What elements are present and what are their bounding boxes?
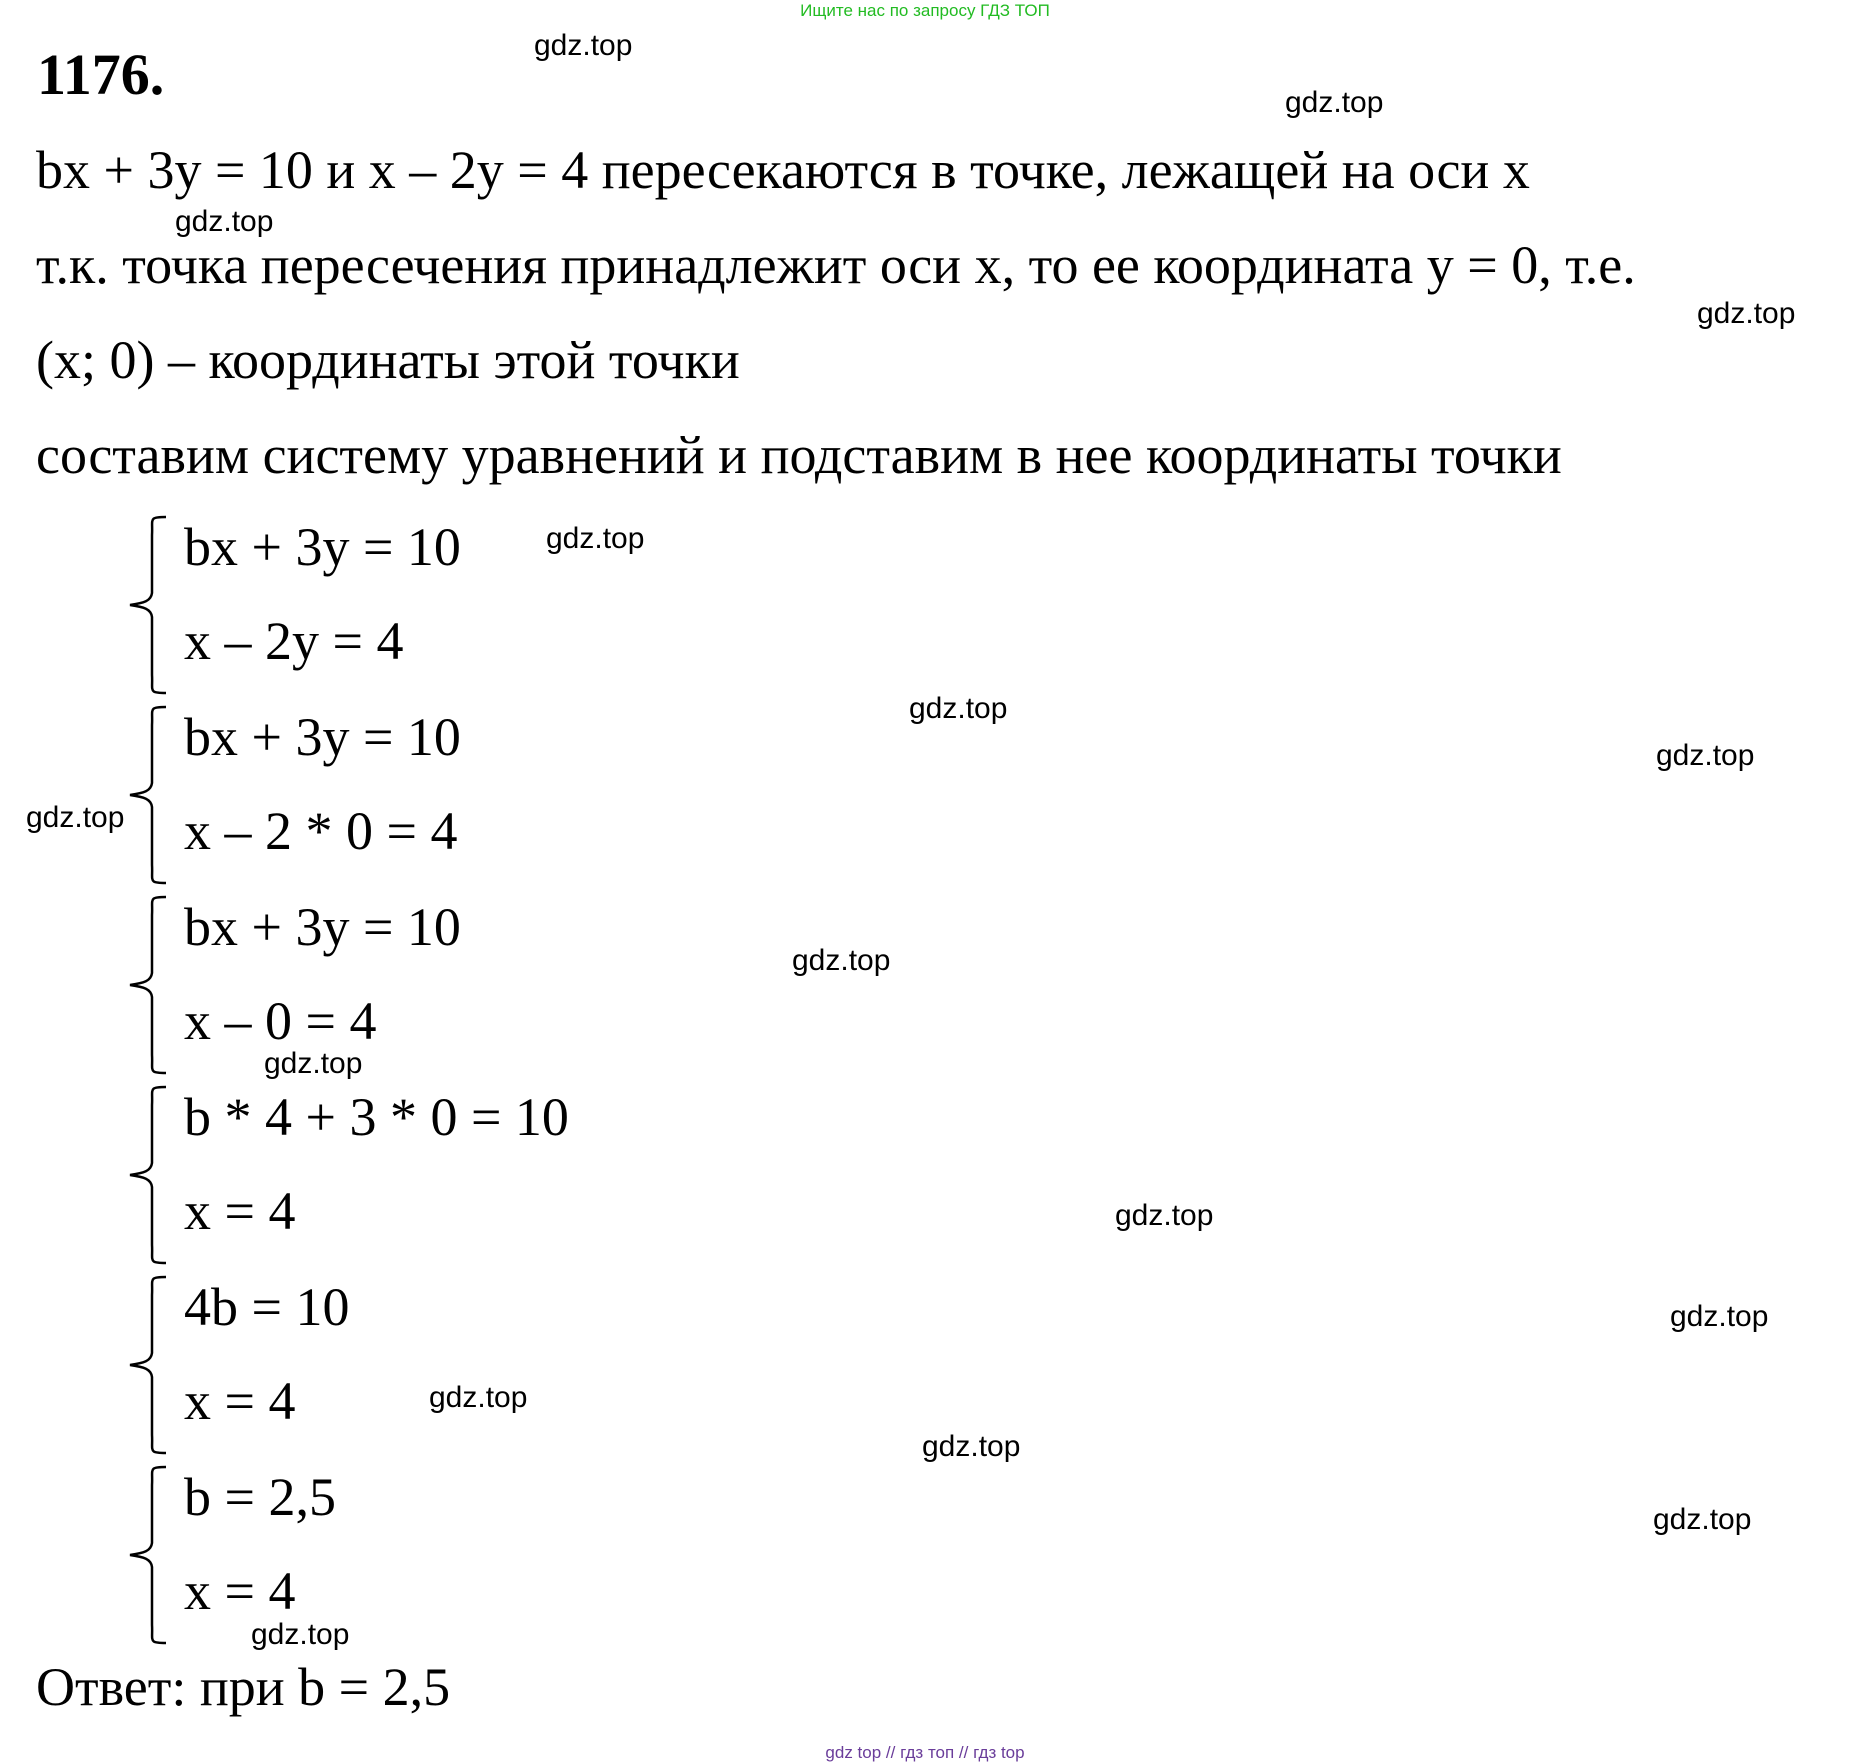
equation: x – 2 * 0 = 4: [184, 801, 458, 861]
watermark: gdz.top: [922, 1430, 1021, 1463]
equation: 4b = 10: [184, 1277, 350, 1337]
equation: bx + 3y = 10: [184, 517, 461, 577]
watermark: gdz.top: [1653, 1503, 1752, 1536]
brace-icon: [128, 1465, 168, 1645]
watermark: gdz.top: [909, 692, 1008, 725]
top-banner: Ищите нас по запросу ГДЗ ТОП: [800, 1, 1050, 20]
brace-icon: [128, 1085, 168, 1265]
brace-icon: [128, 515, 168, 695]
explanation-line: (x; 0) – координаты этой точки: [36, 330, 740, 390]
watermark: gdz.top: [264, 1047, 363, 1080]
equation: x = 4: [184, 1371, 296, 1431]
watermark: gdz.top: [1285, 86, 1384, 119]
equation: x – 0 = 4: [184, 991, 377, 1051]
equation: x = 4: [184, 1181, 296, 1241]
equation-system: [128, 705, 828, 885]
brace-icon: [128, 895, 168, 1075]
answer-line: Ответ: при b = 2,5: [36, 1657, 451, 1717]
explanation-line: т.к. точка пересечения принадлежит оси x, то ее координата y = 0, т.е.: [36, 235, 1636, 295]
equation-system: [128, 1275, 828, 1455]
brace-icon: [128, 1275, 168, 1455]
watermark: gdz.top: [1697, 297, 1796, 330]
watermark: gdz.top: [534, 29, 633, 62]
footer-watermark: gdz top // гдз топ // гдз top: [825, 1743, 1025, 1762]
equation-system: [128, 895, 828, 1075]
watermark: gdz.top: [175, 205, 274, 238]
watermark: gdz.top: [26, 801, 125, 834]
watermark: gdz.top: [546, 522, 645, 555]
watermark: gdz.top: [1670, 1300, 1769, 1333]
equation: bx + 3y = 10: [184, 707, 461, 767]
equation-system: [128, 1465, 828, 1645]
statement-line: bx + 3y = 10 и x – 2y = 4 пересекаются в точке, лежащей на оси x: [36, 140, 1530, 200]
brace-icon: [128, 705, 168, 885]
explanation-line: составим систему уравнений и подставим в нее координаты точки: [36, 425, 1562, 485]
equation-system: [128, 515, 828, 695]
watermark: gdz.top: [1656, 739, 1755, 772]
equation-system: [128, 1085, 828, 1265]
equation: b = 2,5: [184, 1467, 336, 1527]
watermark: gdz.top: [1115, 1199, 1214, 1232]
equation: x – 2y = 4: [184, 611, 404, 671]
watermark: gdz.top: [792, 944, 891, 977]
watermark: gdz.top: [251, 1618, 350, 1651]
equation: x = 4: [184, 1561, 296, 1621]
problem-number: 1176.: [37, 42, 165, 107]
equation: b * 4 + 3 * 0 = 10: [184, 1087, 569, 1147]
watermark: gdz.top: [429, 1381, 528, 1414]
equation: bx + 3y = 10: [184, 897, 461, 957]
